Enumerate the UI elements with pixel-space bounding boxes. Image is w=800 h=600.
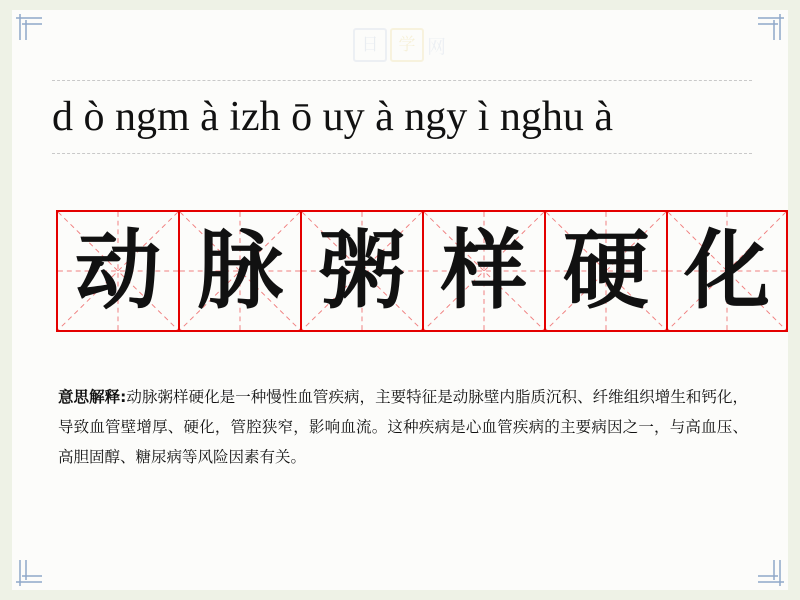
pinyin-rule-bottom xyxy=(52,153,752,154)
grid-cell xyxy=(544,210,666,332)
grid-cell xyxy=(422,210,544,332)
character-glyph: 动 xyxy=(75,221,161,321)
corner-ornament-top-left xyxy=(16,14,42,40)
character-glyph: 粥 xyxy=(319,221,405,321)
paper-sheet xyxy=(12,10,788,590)
corner-ornament-top-right xyxy=(758,14,784,40)
pinyin-section xyxy=(52,80,752,154)
character-glyph: 硬 xyxy=(563,221,649,321)
character-grid xyxy=(56,210,788,332)
grid-cell xyxy=(178,210,300,332)
explanation-body: 动脉粥样硬化是一种慢性血管疾病，主要特征是动脉壁内脂质沉积、纤维组织增生和钙化，导致血管壁增厚、硬化，管腔狭窄，影响血流。这种疾病是心血管疾病的主要病因之一，与高血压、高胆固醇、糖尿病等风险因素有关。 xyxy=(58,388,748,466)
pinyin-text: d ò ngm à izh ō uy à ngy ì nghu à xyxy=(52,94,614,140)
grid-cell xyxy=(56,210,178,332)
watermark-box-2: 学 xyxy=(390,28,424,62)
corner-ornament-bottom-left xyxy=(16,560,42,586)
explanation-label: 意思解释: xyxy=(58,388,127,406)
watermark-text: 网 xyxy=(426,35,448,58)
grid-cell xyxy=(666,210,788,332)
character-glyph: 脉 xyxy=(197,221,283,321)
character-glyph: 化 xyxy=(684,221,770,321)
site-watermark-logo xyxy=(353,28,447,62)
character-glyph: 样 xyxy=(441,221,527,321)
watermark-box-1: 日 xyxy=(353,28,387,62)
explanation-paragraph xyxy=(58,382,748,472)
grid-cell xyxy=(300,210,422,332)
corner-ornament-bottom-right xyxy=(758,560,784,586)
